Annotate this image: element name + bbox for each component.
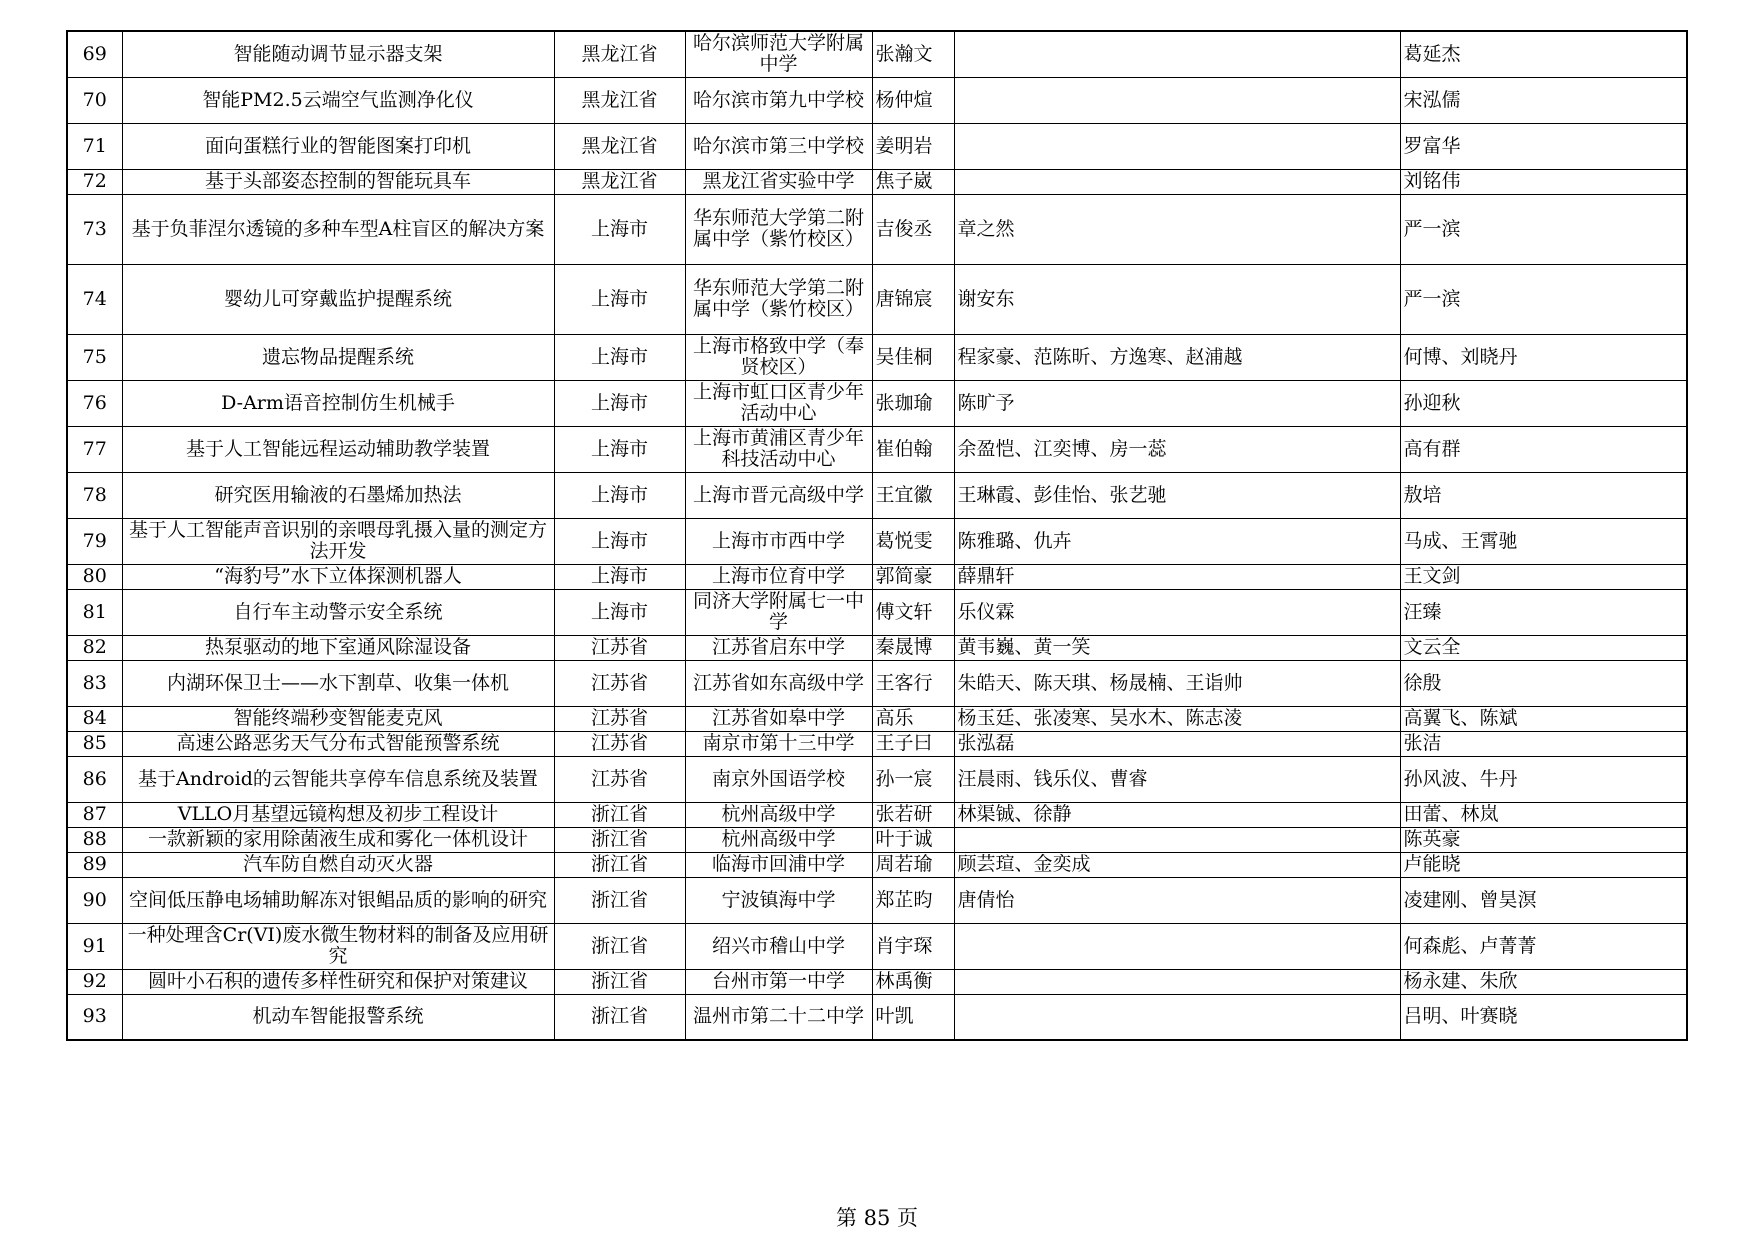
school-cell: 哈尔滨市第九中学校 (685, 77, 872, 123)
school-cell: 华东师范大学第二附属中学（紫竹校区） (685, 264, 872, 334)
team-members-cell: 乐仪霖 (954, 589, 1400, 635)
advisor-cell: 严一滨 (1400, 194, 1687, 264)
advisor-cell: 罗富华 (1400, 123, 1687, 169)
project-title-cell: 高速公路恶劣天气分布式智能预警系统 (122, 731, 554, 756)
project-title-cell: 智能随动调节显示器支架 (122, 31, 554, 77)
school-cell: 宁波镇海中学 (685, 877, 872, 923)
team-members-cell: 程家豪、范陈昕、方逸寒、赵浦越 (954, 334, 1400, 380)
row-number-cell: 87 (67, 802, 122, 827)
school-cell: 上海市格致中学（奉贤校区） (685, 334, 872, 380)
table-row (67, 706, 1687, 731)
province-cell: 上海市 (554, 518, 685, 564)
school-cell: 江苏省如皋中学 (685, 706, 872, 731)
school-cell: 哈尔滨市第三中学校 (685, 123, 872, 169)
province-cell: 江苏省 (554, 756, 685, 802)
row-number-cell: 75 (67, 334, 122, 380)
school-cell: 临海市回浦中学 (685, 852, 872, 877)
project-title-cell: 圆叶小石积的遗传多样性研究和保护对策建议 (122, 969, 554, 994)
team-members-cell (954, 827, 1400, 852)
advisor-cell: 张洁 (1400, 731, 1687, 756)
row-number-cell: 89 (67, 852, 122, 877)
team-leader-cell: 崔伯翰 (872, 426, 954, 472)
province-cell: 上海市 (554, 426, 685, 472)
row-number-cell: 74 (67, 264, 122, 334)
advisor-cell: 严一滨 (1400, 264, 1687, 334)
team-leader-cell: 周若瑜 (872, 852, 954, 877)
team-members-cell (954, 169, 1400, 194)
school-cell: 上海市晋元高级中学 (685, 472, 872, 518)
table-row (67, 472, 1687, 518)
table-row (67, 923, 1687, 969)
row-number-cell: 76 (67, 380, 122, 426)
table-row (67, 169, 1687, 194)
team-leader-cell: 叶于诚 (872, 827, 954, 852)
team-members-cell (954, 77, 1400, 123)
project-title-cell: 热泵驱动的地下室通风除湿设备 (122, 635, 554, 660)
row-number-cell: 85 (67, 731, 122, 756)
team-members-cell: 余盈恺、江奕博、房一蕊 (954, 426, 1400, 472)
table-row (67, 994, 1687, 1040)
school-cell: 上海市虹口区青少年活动中心 (685, 380, 872, 426)
province-cell: 上海市 (554, 472, 685, 518)
team-members-cell (954, 994, 1400, 1040)
table-row (67, 31, 1687, 77)
team-leader-cell: 孙一宸 (872, 756, 954, 802)
team-members-cell: 杨玉廷、张凌寒、吴水木、陈志淩 (954, 706, 1400, 731)
province-cell: 黑龙江省 (554, 77, 685, 123)
school-cell: 上海市黄浦区青少年科技活动中心 (685, 426, 872, 472)
row-number-cell: 83 (67, 660, 122, 706)
table-row (67, 827, 1687, 852)
project-title-cell: “海豹号”水下立体探测机器人 (122, 564, 554, 589)
team-members-cell: 朱皓天、陈天琪、杨晟楠、王诣帅 (954, 660, 1400, 706)
project-title-cell: 基于人工智能声音识别的亲喂母乳摄入量的测定方法开发 (122, 518, 554, 564)
team-members-cell: 王琳霞、彭佳怡、张艺驰 (954, 472, 1400, 518)
team-leader-cell: 郑芷昀 (872, 877, 954, 923)
team-leader-cell: 王宜徽 (872, 472, 954, 518)
team-leader-cell: 林禹衡 (872, 969, 954, 994)
province-cell: 浙江省 (554, 802, 685, 827)
table-row (67, 852, 1687, 877)
advisor-cell: 孙风波、牛丹 (1400, 756, 1687, 802)
project-title-cell: 婴幼儿可穿戴监护提醒系统 (122, 264, 554, 334)
province-cell: 黑龙江省 (554, 169, 685, 194)
row-number-cell: 90 (67, 877, 122, 923)
province-cell: 江苏省 (554, 731, 685, 756)
team-members-cell: 陈雅璐、仇卉 (954, 518, 1400, 564)
row-number-cell: 69 (67, 31, 122, 77)
advisor-cell: 王文剑 (1400, 564, 1687, 589)
team-leader-cell: 秦晟博 (872, 635, 954, 660)
advisor-cell: 凌建刚、曾昊溟 (1400, 877, 1687, 923)
school-cell: 台州市第一中学 (685, 969, 872, 994)
table-row (67, 264, 1687, 334)
row-number-cell: 93 (67, 994, 122, 1040)
province-cell: 上海市 (554, 194, 685, 264)
project-title-cell: 基于Android的云智能共享停车信息系统及装置 (122, 756, 554, 802)
team-leader-cell: 张若研 (872, 802, 954, 827)
advisor-cell: 卢能晓 (1400, 852, 1687, 877)
team-leader-cell: 张珈瑜 (872, 380, 954, 426)
project-title-cell: D-Arm语音控制仿生机械手 (122, 380, 554, 426)
project-title-cell: 汽车防自燃自动灭火器 (122, 852, 554, 877)
team-members-cell (954, 123, 1400, 169)
project-title-cell: 智能PM2.5云端空气监测净化仪 (122, 77, 554, 123)
province-cell: 浙江省 (554, 852, 685, 877)
project-title-cell: 基于负菲涅尔透镜的多种车型A柱盲区的解决方案 (122, 194, 554, 264)
row-number-cell: 81 (67, 589, 122, 635)
team-members-cell: 林渠铖、徐静 (954, 802, 1400, 827)
table-row (67, 123, 1687, 169)
table-row (67, 660, 1687, 706)
row-number-cell: 71 (67, 123, 122, 169)
team-leader-cell: 傅文轩 (872, 589, 954, 635)
advisor-cell: 杨永建、朱欣 (1400, 969, 1687, 994)
province-cell: 浙江省 (554, 994, 685, 1040)
advisor-cell: 田蕾、林岚 (1400, 802, 1687, 827)
province-cell: 上海市 (554, 334, 685, 380)
school-cell: 黑龙江省实验中学 (685, 169, 872, 194)
row-number-cell: 73 (67, 194, 122, 264)
row-number-cell: 82 (67, 635, 122, 660)
project-title-cell: 一种处理含Cr(VI)废水微生物材料的制备及应用研究 (122, 923, 554, 969)
team-leader-cell: 肖宇琛 (872, 923, 954, 969)
team-leader-cell: 王子曰 (872, 731, 954, 756)
table-row (67, 334, 1687, 380)
team-members-cell: 陈旷予 (954, 380, 1400, 426)
advisor-cell: 马成、王霄驰 (1400, 518, 1687, 564)
province-cell: 浙江省 (554, 969, 685, 994)
team-leader-cell: 唐锦宸 (872, 264, 954, 334)
school-cell: 上海市市西中学 (685, 518, 872, 564)
advisor-cell: 宋泓儒 (1400, 77, 1687, 123)
team-members-cell: 薛鼎轩 (954, 564, 1400, 589)
table-row (67, 589, 1687, 635)
table-row (67, 877, 1687, 923)
table-row (67, 635, 1687, 660)
province-cell: 江苏省 (554, 660, 685, 706)
school-cell: 南京外国语学校 (685, 756, 872, 802)
table-row (67, 731, 1687, 756)
results-table (66, 30, 1688, 1041)
project-title-cell: 内湖环保卫士——水下割草、收集一体机 (122, 660, 554, 706)
table-row (67, 969, 1687, 994)
school-cell: 华东师范大学第二附属中学（紫竹校区） (685, 194, 872, 264)
province-cell: 上海市 (554, 380, 685, 426)
row-number-cell: 79 (67, 518, 122, 564)
school-cell: 南京市第十三中学 (685, 731, 872, 756)
project-title-cell: 自行车主动警示安全系统 (122, 589, 554, 635)
advisor-cell: 汪臻 (1400, 589, 1687, 635)
province-cell: 黑龙江省 (554, 123, 685, 169)
school-cell: 江苏省启东中学 (685, 635, 872, 660)
project-title-cell: 智能终端秒变智能麦克风 (122, 706, 554, 731)
project-title-cell: 机动车智能报警系统 (122, 994, 554, 1040)
province-cell: 上海市 (554, 589, 685, 635)
province-cell: 上海市 (554, 564, 685, 589)
table-body (67, 31, 1687, 1040)
table-row (67, 564, 1687, 589)
project-title-cell: VLLO月基望远镜构想及初步工程设计 (122, 802, 554, 827)
province-cell: 江苏省 (554, 635, 685, 660)
team-members-cell: 唐倩怡 (954, 877, 1400, 923)
project-title-cell: 一款新颖的家用除菌液生成和雾化一体机设计 (122, 827, 554, 852)
advisor-cell: 吕明、叶赛晓 (1400, 994, 1687, 1040)
project-title-cell: 基于头部姿态控制的智能玩具车 (122, 169, 554, 194)
team-leader-cell: 郭简豪 (872, 564, 954, 589)
school-cell: 绍兴市稽山中学 (685, 923, 872, 969)
page-number: 第 85 页 (835, 1206, 919, 1230)
advisor-cell: 葛延杰 (1400, 31, 1687, 77)
project-title-cell: 遗忘物品提醒系统 (122, 334, 554, 380)
team-members-cell (954, 969, 1400, 994)
row-number-cell: 78 (67, 472, 122, 518)
advisor-cell: 高有群 (1400, 426, 1687, 472)
team-members-cell: 谢安东 (954, 264, 1400, 334)
advisor-cell: 何博、刘晓丹 (1400, 334, 1687, 380)
row-number-cell: 86 (67, 756, 122, 802)
team-members-cell: 黄韦巍、黄一笑 (954, 635, 1400, 660)
project-title-cell: 研究医用输液的石墨烯加热法 (122, 472, 554, 518)
school-cell: 江苏省如东高级中学 (685, 660, 872, 706)
school-cell: 杭州高级中学 (685, 827, 872, 852)
advisor-cell: 文云全 (1400, 635, 1687, 660)
project-title-cell: 空间低压静电场辅助解冻对银鲳品质的影响的研究 (122, 877, 554, 923)
row-number-cell: 91 (67, 923, 122, 969)
team-leader-cell: 葛悦雯 (872, 518, 954, 564)
school-cell: 同济大学附属七一中学 (685, 589, 872, 635)
advisor-cell: 敖培 (1400, 472, 1687, 518)
table-row (67, 756, 1687, 802)
advisor-cell: 何森彪、卢菁菁 (1400, 923, 1687, 969)
team-members-cell: 章之然 (954, 194, 1400, 264)
province-cell: 上海市 (554, 264, 685, 334)
row-number-cell: 92 (67, 969, 122, 994)
province-cell: 江苏省 (554, 706, 685, 731)
project-title-cell: 基于人工智能远程运动辅助教学装置 (122, 426, 554, 472)
advisor-cell: 陈英豪 (1400, 827, 1687, 852)
province-cell: 浙江省 (554, 877, 685, 923)
school-cell: 哈尔滨师范大学附属中学 (685, 31, 872, 77)
province-cell: 浙江省 (554, 827, 685, 852)
row-number-cell: 72 (67, 169, 122, 194)
province-cell: 浙江省 (554, 923, 685, 969)
row-number-cell: 70 (67, 77, 122, 123)
team-leader-cell: 叶凯 (872, 994, 954, 1040)
row-number-cell: 80 (67, 564, 122, 589)
table-row (67, 77, 1687, 123)
table-row (67, 194, 1687, 264)
school-cell: 温州市第二十二中学 (685, 994, 872, 1040)
row-number-cell: 88 (67, 827, 122, 852)
row-number-cell: 84 (67, 706, 122, 731)
team-members-cell: 张泓磊 (954, 731, 1400, 756)
team-members-cell (954, 923, 1400, 969)
team-leader-cell: 高乐 (872, 706, 954, 731)
team-members-cell (954, 31, 1400, 77)
province-cell: 黑龙江省 (554, 31, 685, 77)
table-row (67, 426, 1687, 472)
advisor-cell: 徐殷 (1400, 660, 1687, 706)
table-row (67, 518, 1687, 564)
team-leader-cell: 吴佳桐 (872, 334, 954, 380)
team-leader-cell: 杨仲煊 (872, 77, 954, 123)
team-leader-cell: 吉俊丞 (872, 194, 954, 264)
advisor-cell: 高翼飞、陈斌 (1400, 706, 1687, 731)
team-leader-cell: 姜明岩 (872, 123, 954, 169)
advisor-cell: 孙迎秋 (1400, 380, 1687, 426)
team-leader-cell: 王客行 (872, 660, 954, 706)
school-cell: 杭州高级中学 (685, 802, 872, 827)
team-leader-cell: 张瀚文 (872, 31, 954, 77)
advisor-cell: 刘铭伟 (1400, 169, 1687, 194)
table-row (67, 380, 1687, 426)
table-row (67, 802, 1687, 827)
project-title-cell: 面向蛋糕行业的智能图案打印机 (122, 123, 554, 169)
team-members-cell: 汪晨雨、钱乐仪、曹睿 (954, 756, 1400, 802)
team-members-cell: 顾芸瑄、金奕成 (954, 852, 1400, 877)
school-cell: 上海市位育中学 (685, 564, 872, 589)
row-number-cell: 77 (67, 426, 122, 472)
team-leader-cell: 焦子崴 (872, 169, 954, 194)
